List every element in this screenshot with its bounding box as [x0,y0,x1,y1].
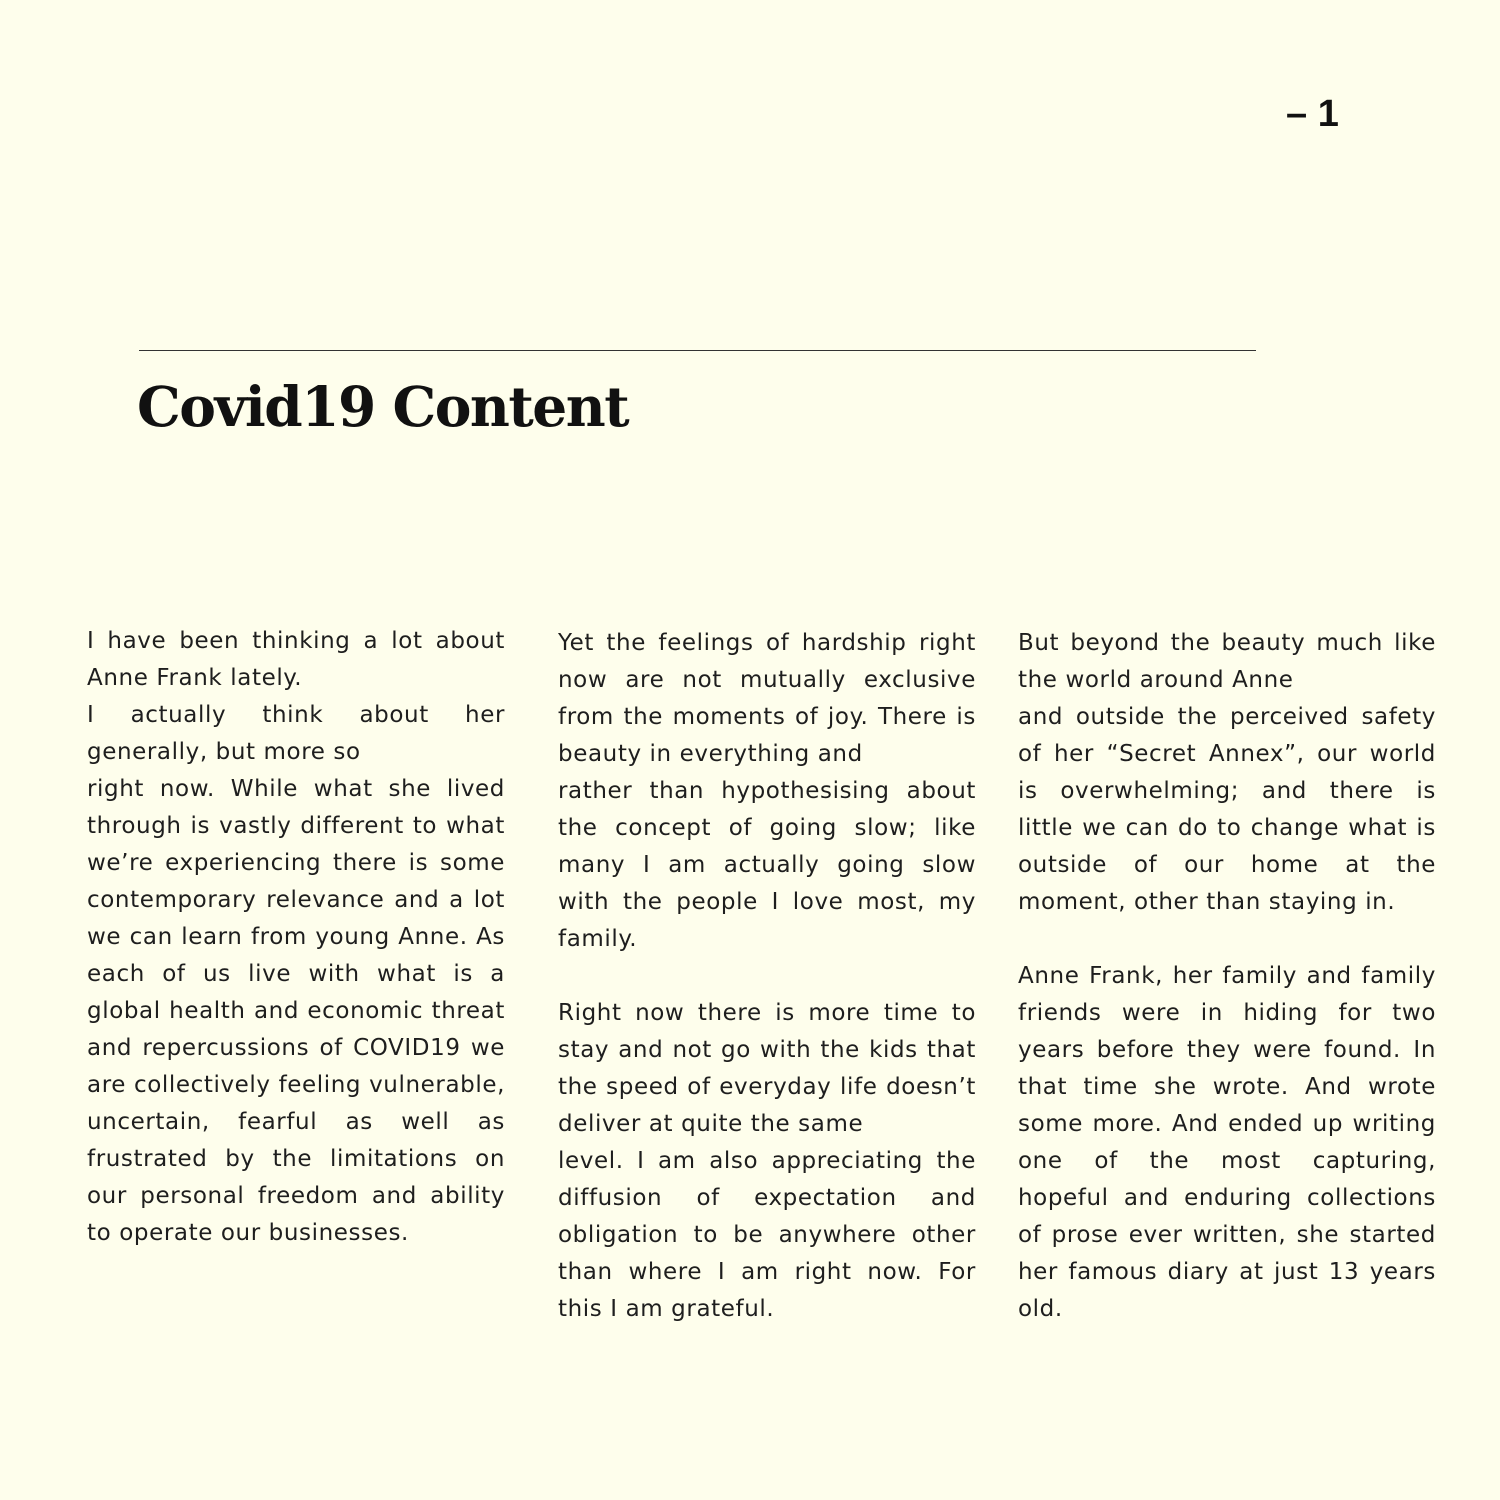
paragraph: Yet the feelings of hardship right now are not mutually exclusive from the moments of joy. There is beauty in everything and [558,630,976,767]
paragraph: But beyond the beauty much like the world around Anne [1018,630,1436,693]
paragraph: I have been thinking a lot about Anne Frank lately. [87,628,505,691]
paragraph: rather than hypothesising about the concept of going slow; like many I am actually going slow with the people I love most, my family. [558,778,976,952]
page-number: – 1 [1286,93,1339,135]
text-column-1 [87,623,505,1252]
paragraph: and outside the perceived safety of her “Secret Annex”, our world is overwhelming; and there is little we can do to change what is outside of our home at the moment, other than staying in. [1018,704,1436,915]
text-column-3 [1018,625,1436,1328]
paragraph: Right now there is more time to stay and not go with the kids that the speed of everyday life doesn’t deliver at quite the same [558,1000,976,1137]
paragraph: right now. While what she lived through is vastly different to what we’re experiencing there is some contemporary relevance and a lot we can learn from young Anne. As each of us live with what is a global health and economic threat and repercussions of COVID19 we are collectively feeling vulnerable, uncertain, fearful as well as frustrated by the limitations on our personal freedom and ability to operate our businesses. [87,776,505,1246]
paragraph: level. I am also appreciating the diffusion of expectation and obligation to be anywhere other than where I am right now. For this I am grateful. [558,1148,976,1322]
text-column-2 [558,625,976,1328]
paragraph: Anne Frank, her family and family friends were in hiding for two years before they were found. In that time she wrote. And wrote some more. And ended up writing one of the most capturing, hopeful and enduring collections of prose ever written, she started her famous diary at just 13 years old. [1018,963,1436,1322]
paragraph: I actually think about her generally, but more so [87,702,505,765]
title-divider [139,350,1256,351]
page-title: Covid19 Content [137,374,629,439]
